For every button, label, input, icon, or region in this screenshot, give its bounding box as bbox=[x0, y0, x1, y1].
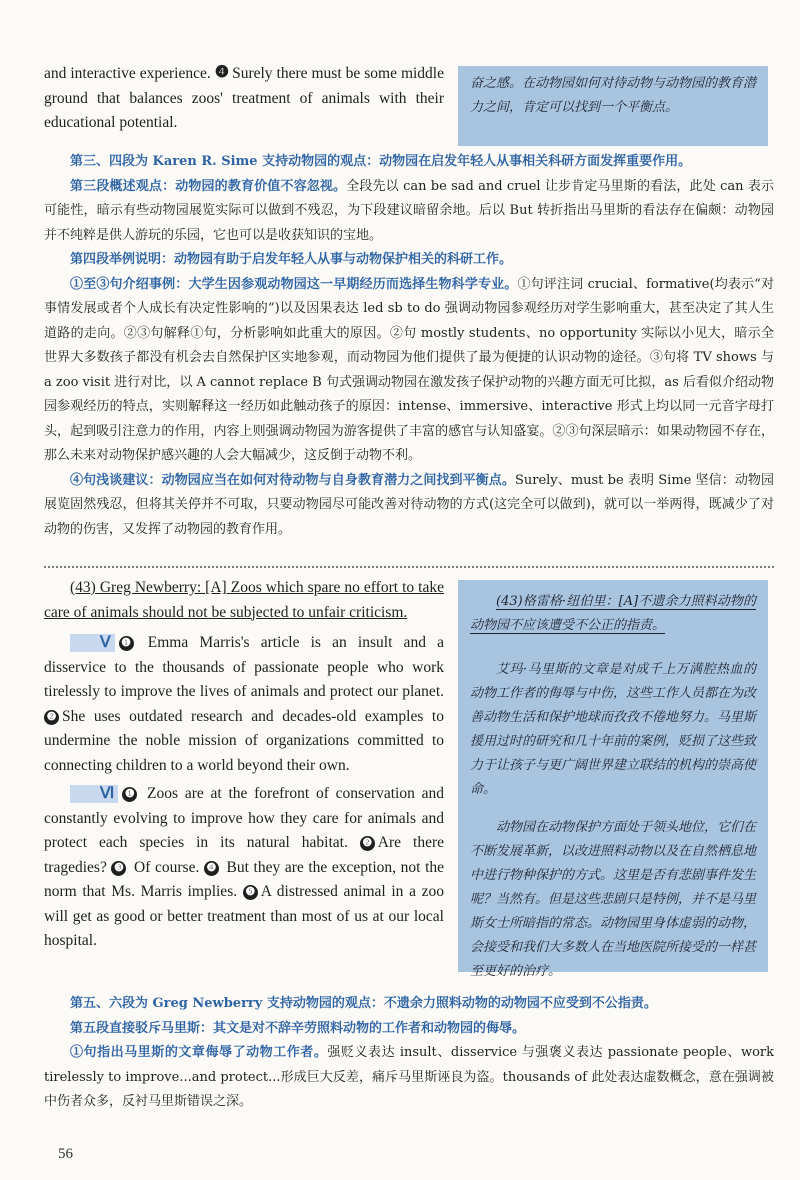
paragraph-marker-5: Ⅴ bbox=[70, 634, 115, 652]
analysis-p3 bbox=[44, 175, 774, 249]
p6-sentence-2: Are there tragedies? bbox=[44, 834, 444, 876]
p6-sentence-2-number: ❷ bbox=[360, 836, 375, 851]
top-english-part-1: and interactive experience. bbox=[44, 65, 215, 82]
analysis-p5a bbox=[44, 1041, 774, 1115]
analysis-p4b-body: Surely、must be 表明 Sime 坚信：动物园展览固然残忍，但将其关停并不可取，只要动物园尽可能改善对待动物的方式(这完全可以做到)，就可以一举两得，既减少了对动物的伤害，又发挥了动物园的教育作用。 bbox=[44, 472, 774, 537]
analysis-p5-lead: 第五段直接驳斥马里斯：其文是对不辞辛劳照料动物的工作者和动物园的侮辱。 bbox=[70, 1020, 526, 1036]
p6-sentence-1: Zoos are at the forefront of conservation and constantly evolving to improve how they care for animals and protect each species in its natural habitat. bbox=[44, 785, 444, 851]
analysis-p4a-body: ①句评注词 crucial、formative(均表示“对事情发展或者个人成长有决定性影响的”)以及因果表达 led sb to do 强调动物园参观经历对学生影响重大，甚至决定了其人生道路的走向。②③句解释①句，分析影响如此重大的原因。②句 mostly students、no opportunity 实际以小见大，暗示全世界大多数孩子都没有机会去自然保护区实地参观，而动物园为他们提供了最为便捷的认识动物的途径。③句将 TV shows 与 a zoo visit 进行对比，以 A cannot replace B 句式强调动物园在激发孩子保护动物的兴趣方面无可比拟，as 后看似介绍动物园参观经历的特点，实则解释这一经历如此触动孩子的原因：intense、immersive、interactive 形式上均以同一元音字母打头，起到吸引注意力的作用，内容上则强调动物园为游客提供了丰富的感官与认知盛宴。②③句深层暗示：如果动物园不存在，那么未来对动物保护感兴趣的人会大幅减少，这反倒于动物不利。 bbox=[44, 276, 774, 463]
analysis-p5a-lead: ①句指出马里斯的文章侮辱了动物工作者。 bbox=[70, 1045, 328, 1060]
p6-sentence-5-number: ❺ bbox=[243, 885, 258, 900]
letter-43-translation-note bbox=[458, 580, 768, 979]
top-english-part-2: Surely there must be some middle ground that balances zoos' treatment of animals with their educational potential. bbox=[44, 65, 444, 131]
letter-paragraph-6 bbox=[44, 782, 444, 954]
note-43-paragraph-6: 动物园在动物保护方面处于领头地位，它们在不断发展革新，以改进照料动物以及在自然栖息地中进行物种保护的方式。这里是否有悲剧事件发生呢？当然有。但是这些悲剧只是特例，并不是马里斯女士所暗指的常态。动物园里身体虚弱的动物，会接受和我们大多数人在当地医院所接受的一样甚至更好的治疗。 bbox=[470, 820, 757, 979]
analysis-p3-lead: 第三段概述观点：动物园的教育价值不容忽视。 bbox=[70, 178, 347, 194]
analysis-p5a-body: 强贬义表达 insult、disservice 与强褒义表达 passionate people、work tirelessly to improve...and protect...形成巨大反差，痛斥马里斯诬良为盗。thousands of 此处表达虚数概念，意在强调被中伤者众多，反衬马里斯错误之深。 bbox=[44, 1045, 774, 1109]
letter-43-english bbox=[44, 576, 444, 954]
sentence-number-4: ❹ bbox=[214, 64, 230, 81]
letter-43-heading bbox=[44, 576, 444, 625]
p6-sentence-3-number: ❸ bbox=[111, 861, 126, 876]
p6-sentence-4: But they are the exception, not the norm that Ms. Marris implies. bbox=[44, 858, 445, 900]
analysis-34-heading: 第三、四段为 Karen R. Sime 支持动物园的观点：动物园在启发年轻人从事相关科研方面发挥重要作用。 bbox=[70, 154, 692, 169]
analysis-paragraphs-5-6 bbox=[44, 992, 774, 1115]
p5-sentence-2: She uses outdated research and decades-old examples to undermine the noble mission of organizations committed to connecting children to a world beyond their own. bbox=[44, 707, 444, 774]
analysis-p4b bbox=[44, 469, 774, 543]
top-translation-text: 奋之感。在动物园如何对待动物与动物园的教育潜力之间，肯定可以找到一个平衡点。 bbox=[470, 76, 757, 115]
p5-sentence-1-number: ❶ bbox=[119, 636, 134, 651]
p6-sentence-3: Of course. bbox=[129, 858, 204, 876]
letter-43-summary: Zoos which spare no effort to take care of animals should not be subjected to unfair criticism. bbox=[44, 579, 444, 621]
section-divider bbox=[44, 566, 774, 568]
p6-sentence-1-number: ❶ bbox=[122, 787, 137, 802]
letter-43-author: (43) Greg Newberry: bbox=[70, 579, 206, 596]
analysis-p4-lead: 第四段举例说明：动物园有助于启发年轻人从事与动物保护相关的科研工作。 bbox=[70, 252, 513, 267]
analysis-paragraphs-3-4 bbox=[44, 150, 774, 542]
note-43-paragraph-5: 艾玛·马里斯的文章是对成千上万满腔热血的动物工作者的侮辱与中伤，这些工作人员都在为改善动物生活和保护地球而孜孜不倦地努力。马里斯援用过时的研究和几十年前的案例，贬损了这些致力于让孩子与更广阔世界建立联结的机构的崇高使命。 bbox=[470, 662, 757, 797]
p6-sentence-5: A distressed animal in a zoo will get as good or better treatment than most of us at our local hospital. bbox=[44, 883, 444, 949]
analysis-p4b-lead: ④句浅谈建议：动物园应当在如何对待动物与自身教育潜力之间找到平衡点。 bbox=[70, 472, 515, 488]
p5-sentence-1: Emma Marris's article is an insult and a disservice to the thousands of passionate people who work tirelessly to improve the lives of animals and protect our planet. bbox=[44, 634, 444, 700]
letter-43-answer-tag: [A] bbox=[205, 579, 227, 596]
analysis-p4a bbox=[44, 273, 774, 469]
note-43-title bbox=[470, 590, 756, 638]
top-english-paragraph bbox=[44, 62, 444, 136]
top-translation-note bbox=[458, 66, 768, 146]
paragraph-marker-6: Ⅵ bbox=[70, 785, 118, 803]
p5-sentence-2-number: ❷ bbox=[44, 710, 59, 725]
p6-sentence-4-number: ❹ bbox=[204, 861, 219, 876]
analysis-56-heading: 第五、六段为 Greg Newberry 支持动物园的观点：不遗余力照料动物的动物园不应受到不公指责。 bbox=[70, 996, 657, 1011]
note-43-title-text: (43)格雷格·纽伯里：[A]不遗余力照料动物的动物园不应该遭受不公正的指责。 bbox=[470, 594, 756, 633]
page-number: 56 bbox=[58, 1146, 73, 1162]
letter-paragraph-5 bbox=[44, 631, 444, 778]
analysis-p4a-lead: ①至③句介绍事例：大学生因参观动物园这一早期经历而选择生物科学专业。 bbox=[70, 276, 518, 292]
analysis-p3-body: 全段先以 can be sad and cruel 让步肯定马里斯的看法，此处 can 表示可能性，暗示有些动物园展览实际可以做到不残忍，为下段建议暗留余地。后以 But 转折指出马里斯的看法存在偏颇：动物园并不纯粹是供人游玩的乐园，它也可以是收获知识的宝地。 bbox=[44, 178, 774, 243]
